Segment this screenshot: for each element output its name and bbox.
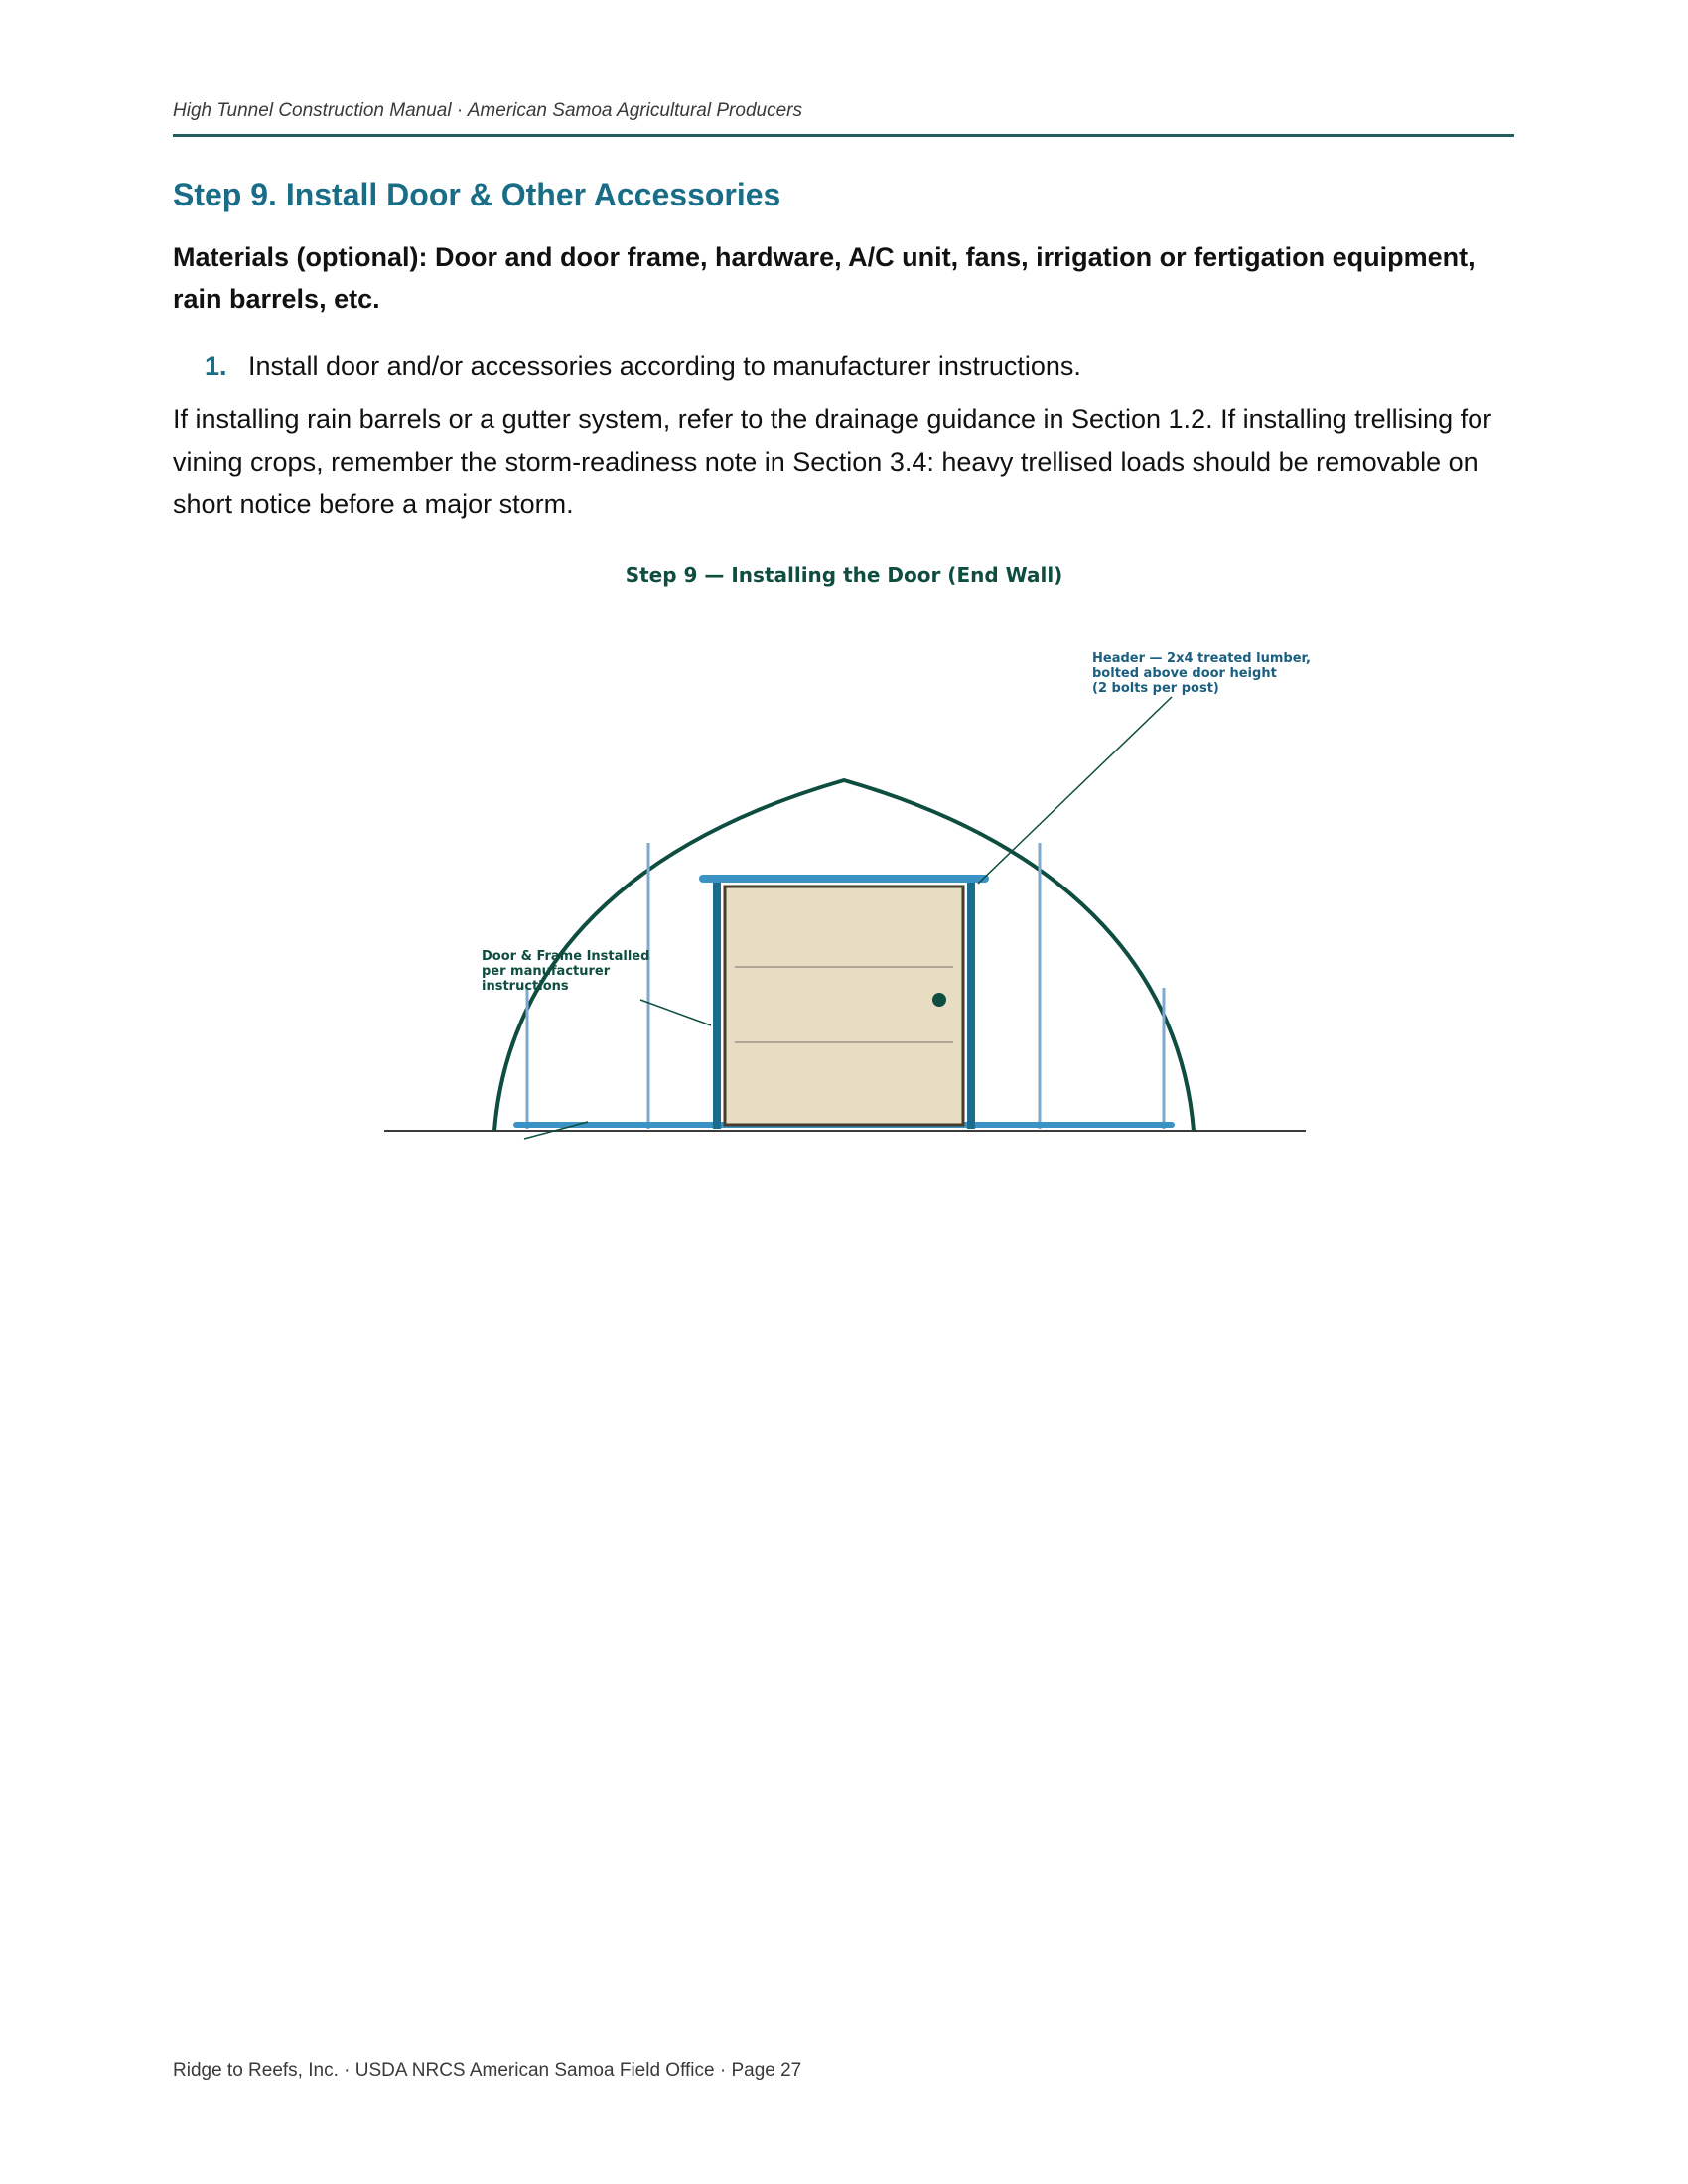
door-installation-figure <box>377 635 1311 1152</box>
running-header: High Tunnel Construction Manual · American Samoa Agricultural Producers <box>173 100 802 121</box>
header-callout-line: Header — 2x4 treated lumber, <box>1092 651 1311 666</box>
body-paragraph: If installing rain barrels or a gutter system, refer to the drainage guidance in Section 1.2. If installing trellising for vining crops, remember the storm-readiness note in Section 3.4: heavy trellised loads should be removable on short notice before a major storm. <box>173 404 1492 519</box>
header-rule <box>173 134 1514 137</box>
header-callout-line: bolted above door height <box>1092 666 1277 681</box>
door-callout-line: Door & Frame Installed <box>482 949 650 964</box>
step-title: Step 9. Install Door & Other Accessories <box>173 177 781 212</box>
step-text: Install door and/or accessories according to manufacturer instructions. <box>248 351 1081 381</box>
header-leader-line <box>978 697 1172 884</box>
door-callout-line: instructions <box>482 979 569 994</box>
materials-list: Materials (optional): Door and door frame, hardware, A/C unit, fans, irrigation or fertigation equipment, rain barrels, etc. <box>173 242 1476 314</box>
door-leader-line <box>640 1000 711 1025</box>
step-number: 1. <box>205 351 227 381</box>
door-slab <box>725 887 963 1125</box>
door-knob <box>932 993 946 1007</box>
step-list <box>205 347 1081 385</box>
figure-title: Step 9 — Installing the Door (End Wall) <box>625 563 1063 587</box>
page-footer: Ridge to Reefs, Inc. · USDA NRCS American Samoa Field Office · Page 27 <box>173 2060 802 2081</box>
door-callout-line: per manufacturer <box>482 964 611 979</box>
header-callout-line: (2 bolts per post) <box>1092 681 1219 696</box>
step-item <box>205 347 1081 385</box>
